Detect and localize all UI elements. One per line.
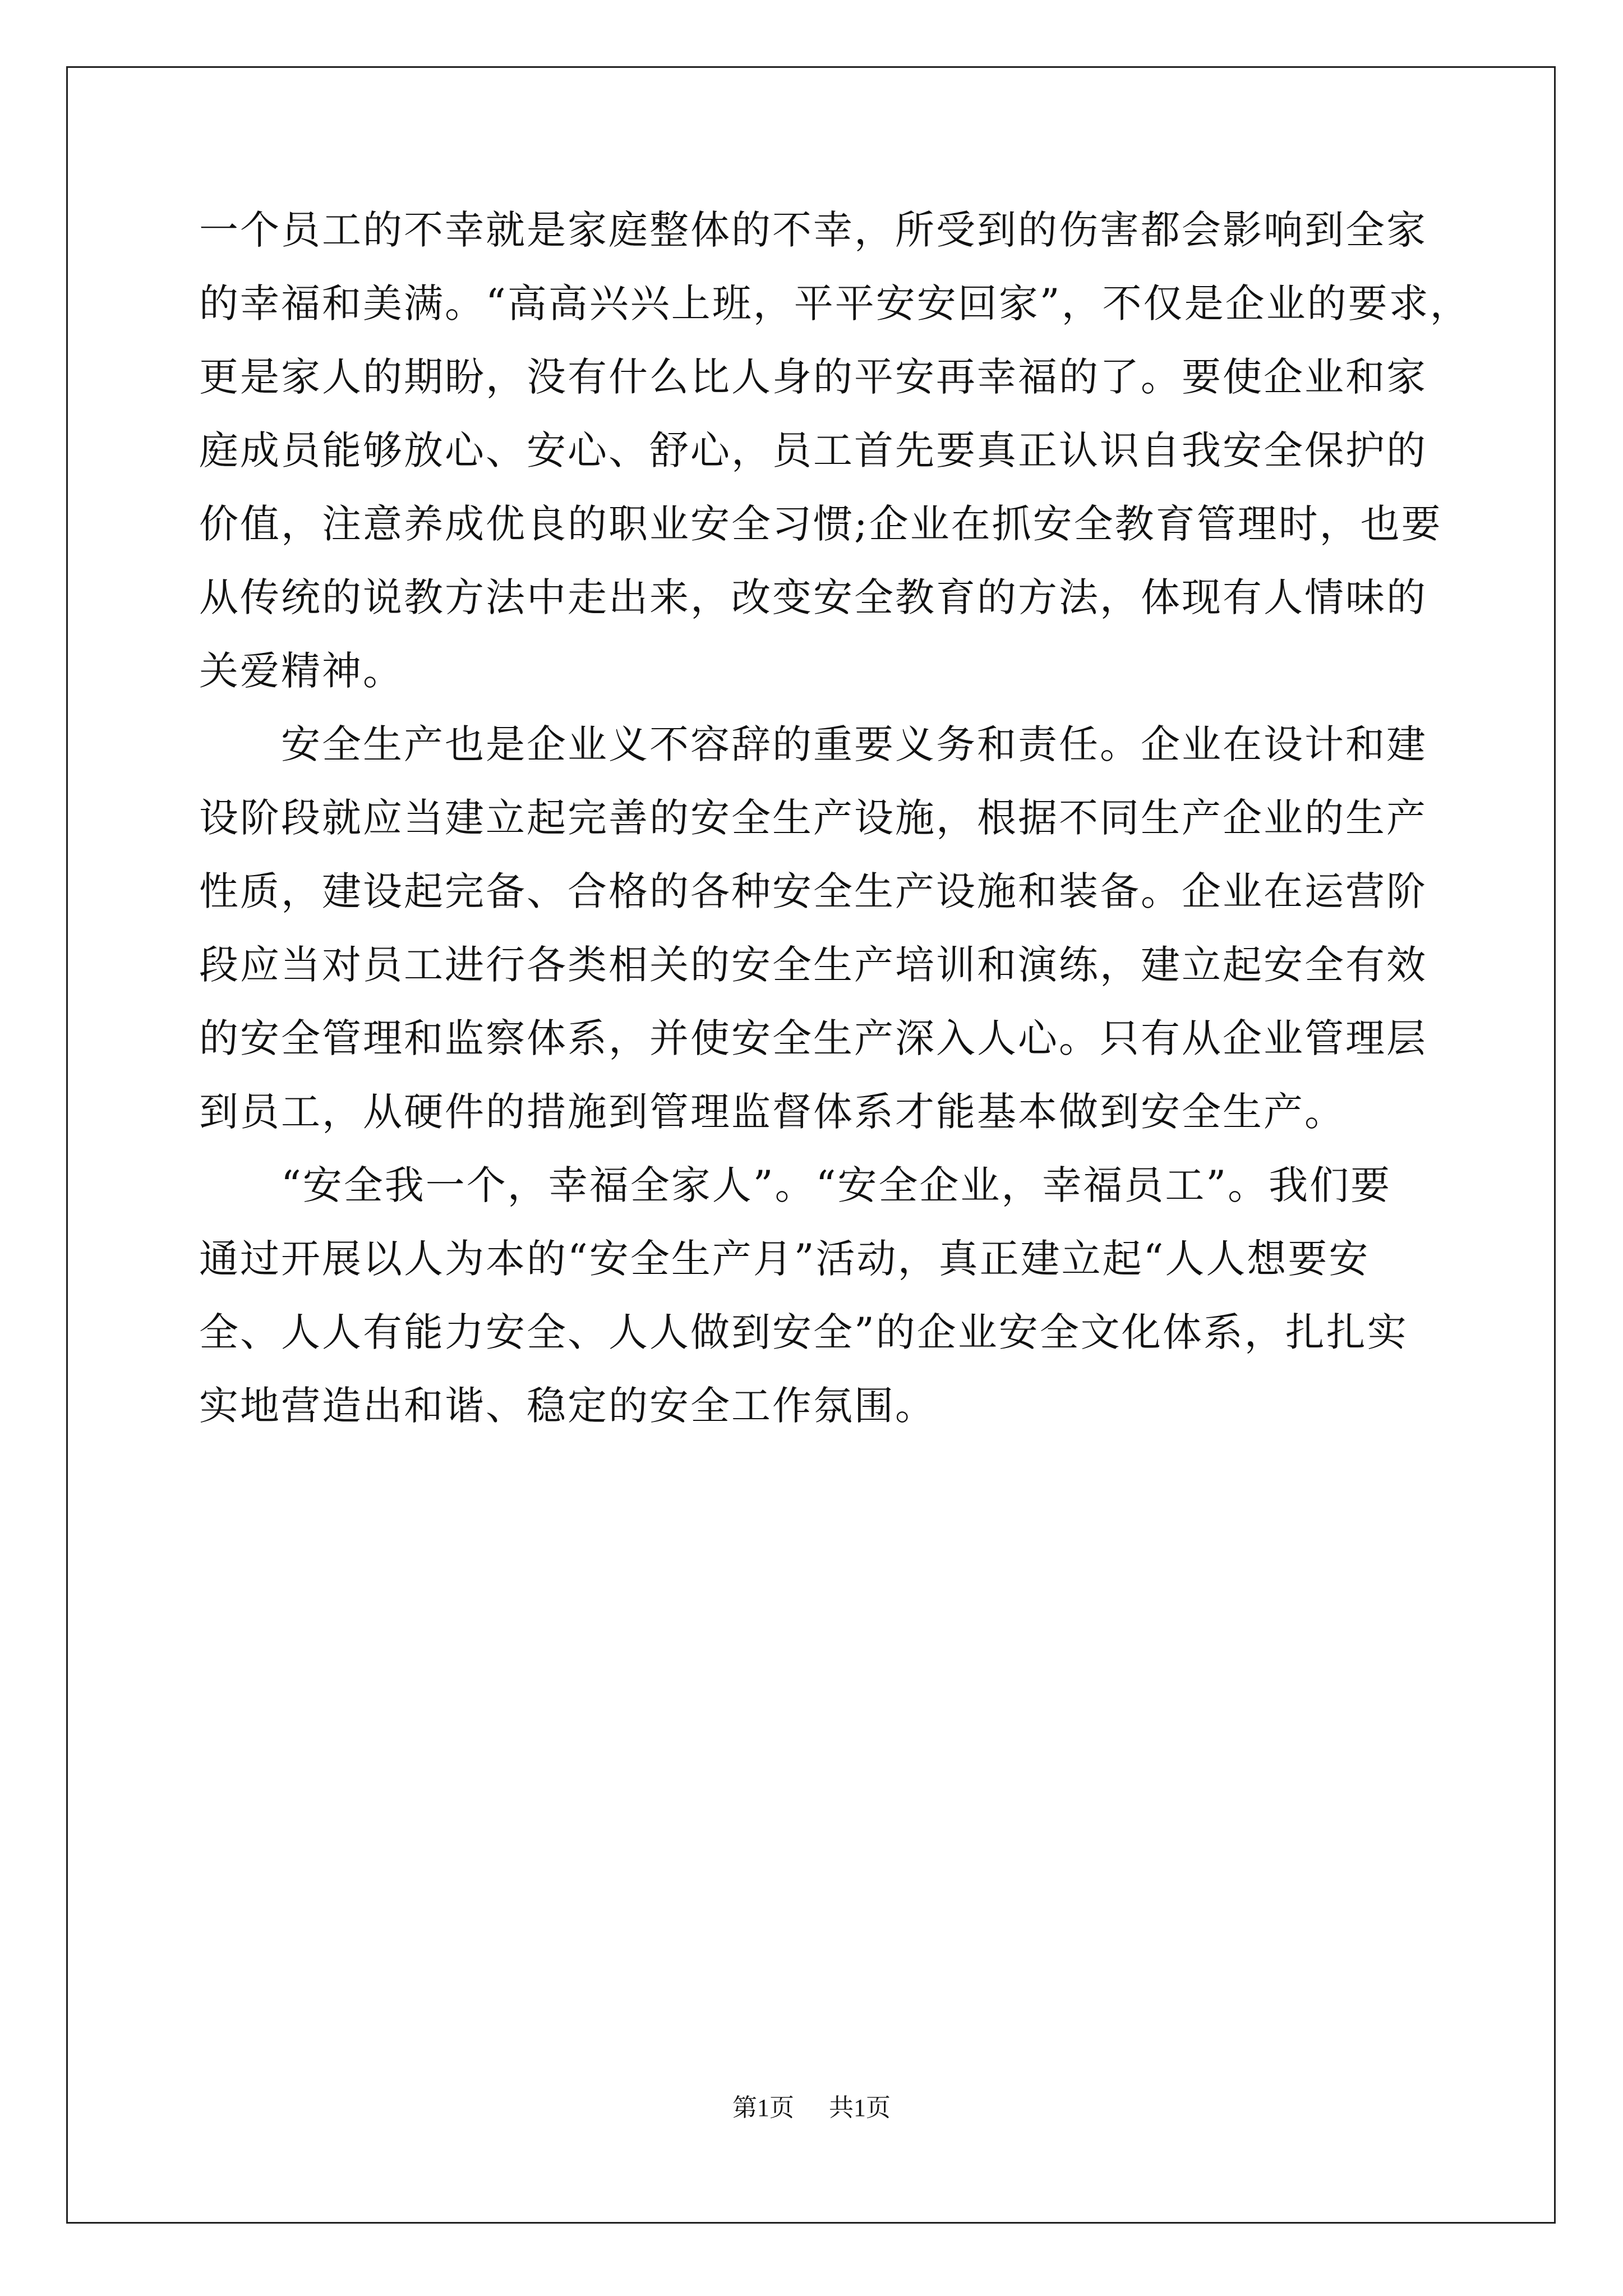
text-line: 庭成员能够放心、安心、舒心，员工首先要真正认识自我安全保护的	[199, 427, 1427, 473]
text-line: 安全生产也是企业义不容辞的重要义务和责任。企业在设计和建	[199, 721, 1427, 767]
text-line: 关爱精神。	[199, 648, 404, 694]
page-total: 共1页	[829, 2094, 891, 2122]
text-line: “安全我一个，幸福全家人”。“安全企业，幸福员工”。我们要	[199, 1162, 1392, 1208]
text-line: 段应当对员工进行各类相关的安全生产培训和演练，建立起安全有效	[199, 942, 1427, 988]
page-footer	[0, 2091, 1623, 2125]
text-line: 性质，建设起完备、合格的各种安全生产设施和装备。企业在运营阶	[199, 868, 1427, 914]
text-line: 的安全管理和监察体系，并使安全生产深入人心。只有从企业管理层	[199, 1015, 1427, 1061]
text-line: 更是家人的期盼，没有什么比人身的平安再幸福的了。要使企业和家	[199, 354, 1427, 400]
text-line: 一个员工的不幸就是家庭整体的不幸，所受到的伤害都会影响到全家	[199, 207, 1427, 253]
text-line: 的幸福和美满。“高高兴兴上班，平平安安回家”，不仅是企业的要求，	[199, 280, 1471, 326]
page-number: 第1页	[732, 2094, 794, 2122]
text-line: 实地营造出和谐、稳定的安全工作氛围。	[199, 1383, 936, 1429]
text-line: 设阶段就应当建立起完善的安全生产设施，根据不同生产企业的生产	[199, 795, 1427, 841]
text-line: 通过开展以人为本的“安全生产月”活动，真正建立起“人人想要安	[199, 1236, 1370, 1282]
text-line: 从传统的说教方法中走出来，改变安全教育的方法，体现有人情味的	[199, 574, 1427, 620]
text-line: 价值，注意养成优良的职业安全习惯;企业在抓安全教育管理时，也要	[199, 501, 1442, 547]
text-line: 全、人人有能力安全、人人做到安全”的企业安全文化体系，扎扎实	[199, 1309, 1408, 1355]
text-line: 到员工，从硬件的措施到管理监督体系才能基本做到安全生产。	[199, 1089, 1345, 1135]
